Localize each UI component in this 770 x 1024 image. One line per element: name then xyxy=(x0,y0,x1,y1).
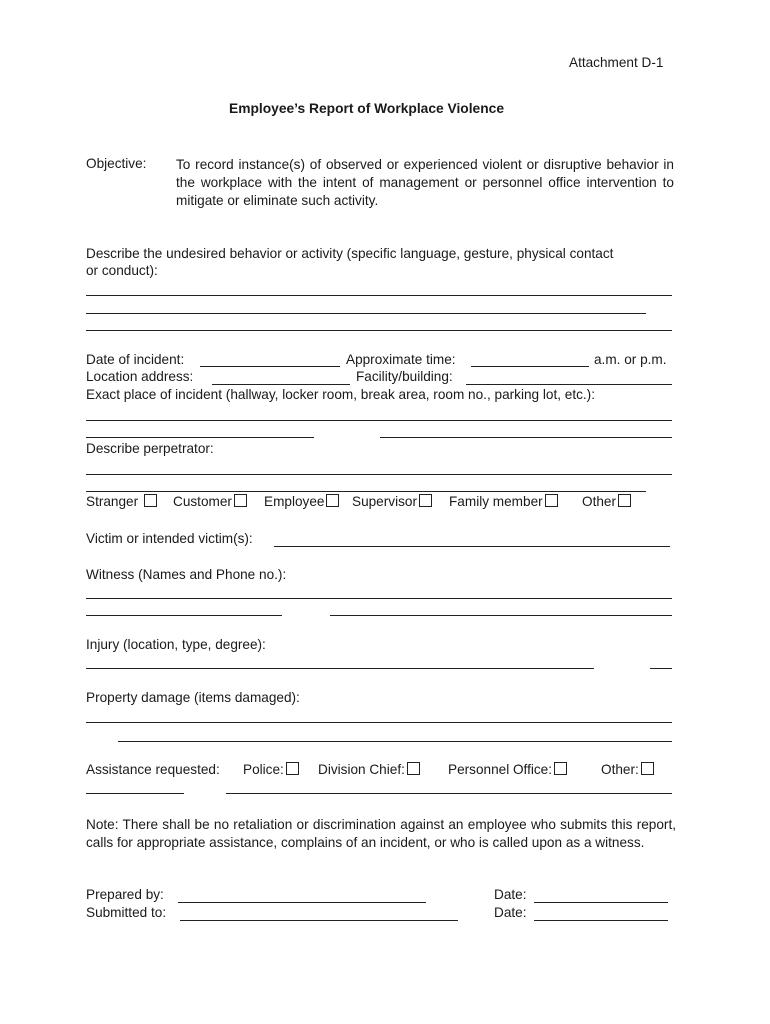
date-of-incident-label: Date of incident: xyxy=(86,352,185,367)
prepared-by-label: Prepared by: xyxy=(86,887,164,902)
behavior-prompt-line2: or conduct): xyxy=(86,263,158,278)
assistance-division-chief-label: Division Chief: xyxy=(318,762,405,777)
objective-label: Objective: xyxy=(86,156,147,171)
victim-field[interactable] xyxy=(274,546,670,547)
location-address-label: Location address: xyxy=(86,369,194,384)
option-supervisor[interactable] xyxy=(352,494,432,509)
property-line-2[interactable] xyxy=(118,741,672,742)
date-of-incident-field[interactable] xyxy=(200,366,340,367)
injury-line-1b[interactable] xyxy=(650,668,672,669)
option-supervisor-label: Supervisor xyxy=(352,494,417,509)
assistance-label: Assistance requested: xyxy=(86,762,220,777)
submitted-to-label: Submitted to: xyxy=(86,905,167,920)
exact-place-line-2a[interactable] xyxy=(86,437,314,438)
family-member-checkbox[interactable] xyxy=(545,494,558,507)
behavior-prompt-line1: Describe the undesired behavior or activity (specific language, gesture, physical contact xyxy=(86,246,614,261)
option-stranger-label: Stranger xyxy=(86,494,139,509)
exact-place-line-2b[interactable] xyxy=(380,437,672,438)
injury-label: Injury (location, type, degree): xyxy=(86,637,266,652)
option-stranger[interactable] xyxy=(86,494,157,509)
facility-building-label: Facility/building: xyxy=(356,369,453,384)
option-employee[interactable] xyxy=(264,494,339,509)
note-text: Note: There shall be no retaliation or discrimination against an employee who submits this report, calls for appropriate assistance, complains of an incident, or who is called upon as a witness. xyxy=(86,817,676,850)
assistance-line-b[interactable] xyxy=(226,793,672,794)
option-employee-label: Employee xyxy=(264,494,325,509)
property-line-1[interactable] xyxy=(86,722,672,723)
perpetrator-line-2[interactable] xyxy=(86,491,646,492)
perpetrator-line-1[interactable] xyxy=(86,474,672,475)
stranger-checkbox[interactable] xyxy=(144,494,157,507)
property-damage-label: Property damage (items damaged): xyxy=(86,690,300,705)
form-title: Employee’s Report of Workplace Violence xyxy=(229,101,505,116)
assistance-police[interactable] xyxy=(243,762,299,777)
supervisor-checkbox[interactable] xyxy=(419,494,432,507)
objective-text: To record instance(s) of observed or experienced violent or disruptive behavior in the workplace with the intent of management or personnel office intervention to mitigate or eliminate such activity. xyxy=(176,157,674,208)
assistance-line-a[interactable] xyxy=(86,793,184,794)
date-label-2: Date: xyxy=(494,905,527,920)
assistance-other-label: Other: xyxy=(601,762,639,777)
assistance-personnel-office[interactable] xyxy=(448,762,567,777)
option-other[interactable] xyxy=(582,494,631,509)
behavior-line-3[interactable] xyxy=(86,330,672,331)
approx-time-field[interactable] xyxy=(471,366,589,367)
injury-line-1[interactable] xyxy=(86,668,594,669)
option-family-member[interactable] xyxy=(449,494,558,509)
date-field-2[interactable] xyxy=(534,920,668,921)
behavior-line-2[interactable] xyxy=(86,313,646,314)
assistance-police-label: Police: xyxy=(243,762,284,777)
witness-line-1[interactable] xyxy=(86,598,672,599)
ampm-label: a.m. or p.m. xyxy=(594,352,667,367)
option-customer[interactable] xyxy=(173,494,247,509)
witness-line-2b[interactable] xyxy=(330,615,672,616)
employee-checkbox[interactable] xyxy=(326,494,339,507)
exact-place-line-1[interactable] xyxy=(86,420,672,421)
exact-place-label: Exact place of incident (hallway, locker room, break area, room no., parking lot, etc.): xyxy=(86,387,595,402)
witness-line-2a[interactable] xyxy=(86,615,282,616)
perpetrator-label: Describe perpetrator: xyxy=(86,441,214,456)
division-chief-checkbox[interactable] xyxy=(407,762,420,775)
date-field-1[interactable] xyxy=(534,902,668,903)
option-other-label: Other xyxy=(582,494,616,509)
assistance-division-chief[interactable] xyxy=(318,762,420,777)
behavior-line-1[interactable] xyxy=(86,295,672,296)
date-label-1: Date: xyxy=(494,887,527,902)
approx-time-label: Approximate time: xyxy=(346,352,456,367)
option-family-member-label: Family member xyxy=(449,494,543,509)
victim-label: Victim or intended victim(s): xyxy=(86,531,253,546)
prepared-by-field[interactable] xyxy=(178,902,426,903)
police-checkbox[interactable] xyxy=(286,762,299,775)
assistance-personnel-office-label: Personnel Office: xyxy=(448,762,553,777)
location-address-field[interactable] xyxy=(212,384,350,385)
personnel-office-checkbox[interactable] xyxy=(554,762,567,775)
other-checkbox[interactable] xyxy=(618,494,631,507)
customer-checkbox[interactable] xyxy=(234,494,247,507)
witness-label: Witness (Names and Phone no.): xyxy=(86,567,287,582)
assistance-other[interactable] xyxy=(601,762,654,777)
assistance-other-checkbox[interactable] xyxy=(641,762,654,775)
facility-building-field[interactable] xyxy=(466,384,672,385)
attachment-label: Attachment D-1 xyxy=(569,55,664,70)
option-customer-label: Customer xyxy=(173,494,232,509)
submitted-to-field[interactable] xyxy=(180,920,458,921)
